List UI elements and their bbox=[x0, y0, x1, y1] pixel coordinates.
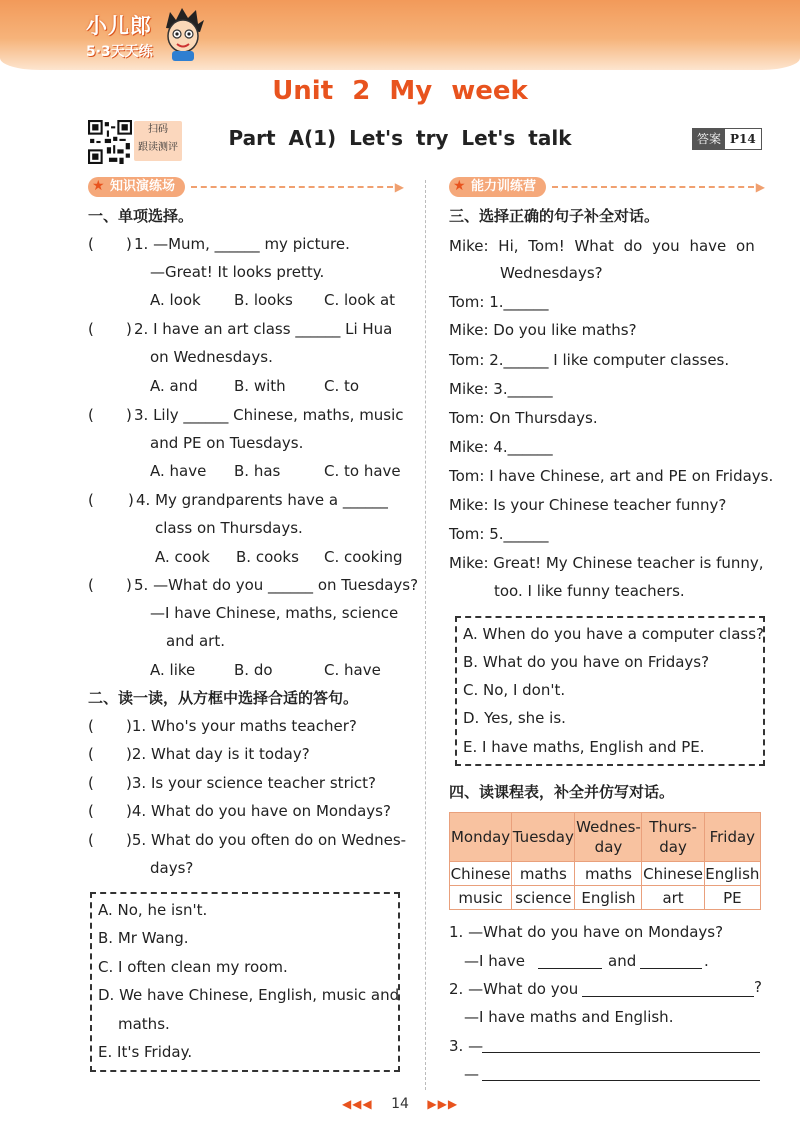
part4-heading: 四、读课程表，补全并仿写对话。 bbox=[449, 783, 675, 801]
option-c[interactable]: C. to have bbox=[324, 462, 401, 480]
part2-item: )2. What day is it today? bbox=[126, 745, 310, 763]
dialog-line: too. I like funny teachers. bbox=[494, 582, 685, 600]
star-icon: ★ bbox=[92, 178, 105, 194]
choice-a: A. No, he isn't. bbox=[98, 901, 208, 919]
option-b[interactable]: B. cooks bbox=[236, 548, 299, 566]
arrow-right-icon: ▶ bbox=[755, 180, 765, 194]
choice-d-continuation: maths. bbox=[118, 1015, 170, 1033]
part2-item: )1. Who's your maths teacher? bbox=[126, 717, 357, 735]
answer-paren[interactable]: ( bbox=[88, 831, 94, 849]
page-number: 14 bbox=[391, 1096, 409, 1112]
answer-paren-close: ) bbox=[128, 491, 134, 509]
timetable-header: Thurs- day bbox=[642, 813, 704, 862]
option-a[interactable]: A. and bbox=[150, 377, 198, 395]
option-b[interactable]: B. has bbox=[234, 462, 281, 480]
timetable-cell: music bbox=[450, 886, 512, 910]
page-footer bbox=[0, 1096, 800, 1112]
option-a[interactable]: A. have bbox=[150, 462, 207, 480]
dialog-line: Mike: Great! My Chinese teacher is funny, bbox=[449, 554, 764, 572]
dialog-line[interactable]: Tom: 1.______ bbox=[449, 293, 549, 311]
dialog-line[interactable]: Mike: 4.______ bbox=[449, 438, 553, 456]
star-icon: ★ bbox=[453, 178, 466, 194]
question-mark: ? bbox=[754, 978, 762, 996]
answer-blank[interactable] bbox=[482, 1080, 760, 1081]
part2-item-text: 1. Who's your maths teacher? bbox=[131, 717, 357, 735]
timetable-header: Monday bbox=[450, 813, 512, 862]
answer-blank[interactable] bbox=[538, 968, 602, 969]
answer-paren-close: ) bbox=[126, 235, 132, 253]
timetable-cell: English bbox=[575, 886, 642, 910]
answer-blank[interactable] bbox=[582, 996, 754, 997]
unit-title: Unit 2 My week bbox=[272, 76, 528, 106]
choice-e: E. It's Friday. bbox=[98, 1043, 193, 1061]
qr-label-line1: 扫码 bbox=[148, 124, 168, 135]
answer-paren-close: ) bbox=[126, 406, 132, 424]
left-section-badge-text: 知识演练场 bbox=[110, 179, 176, 194]
answer-page: P14 bbox=[730, 132, 756, 146]
dashed-divider bbox=[191, 186, 393, 188]
arrow-right-icon: ▶ bbox=[394, 180, 404, 194]
answer-page-tag bbox=[692, 128, 762, 150]
question-2-line1: 2. I have an art class ______ Li Hua bbox=[134, 320, 393, 338]
choice-b: B. Mr Wang. bbox=[98, 929, 189, 947]
timetable-cell: Chinese bbox=[642, 862, 704, 886]
choice-d: D. We have Chinese, English, music and bbox=[98, 986, 400, 1004]
timetable-cell: PE bbox=[704, 886, 760, 910]
timetable-cell: English bbox=[704, 862, 760, 886]
part3-heading: 三、选择正确的句子补全对话。 bbox=[449, 207, 660, 225]
practice-line-3: 3. — bbox=[449, 1037, 484, 1055]
timetable-row bbox=[450, 886, 761, 910]
timetable-row bbox=[450, 862, 761, 886]
right-section-header bbox=[449, 176, 765, 198]
sentence-choice-e: E. I have maths, English and PE. bbox=[463, 738, 705, 756]
option-a[interactable]: A. like bbox=[150, 661, 196, 679]
answer-paren-open[interactable]: ( bbox=[88, 235, 94, 253]
part2-item-continuation: days? bbox=[150, 859, 194, 877]
qr-label-line2: 跟读测评 bbox=[138, 142, 178, 153]
part2-item-text: 3. Is your science teacher strict? bbox=[131, 774, 376, 792]
question-3-line1: 3. Lily ______ Chinese, maths, music bbox=[134, 406, 404, 424]
dialog-line: Tom: On Thursdays. bbox=[449, 409, 598, 427]
sentence-choice-d: D. Yes, she is. bbox=[463, 709, 566, 727]
timetable-header: Friday bbox=[704, 813, 760, 862]
sentence-choice-a: A. When do you have a computer class? bbox=[463, 625, 765, 643]
timetable-cell: science bbox=[512, 886, 575, 910]
question-2-line2: on Wednesdays. bbox=[150, 348, 273, 366]
right-section-badge-text: 能力训练营 bbox=[471, 179, 537, 194]
dialog-line[interactable]: Mike: 3.______ bbox=[449, 380, 553, 398]
dialog-line: Tom: I have Chinese, art and PE on Fridays. bbox=[449, 467, 774, 485]
timetable bbox=[449, 812, 761, 910]
question-1-line1: 1. —Mum, ______ my picture. bbox=[134, 235, 350, 253]
dialog-line[interactable]: Tom: 5.______ bbox=[449, 525, 549, 543]
answer-paren[interactable]: ( bbox=[88, 745, 94, 763]
part2-item-text: 2. What day is it today? bbox=[131, 745, 310, 763]
part1-heading: 一、单项选择。 bbox=[88, 207, 194, 225]
timetable-cell: art bbox=[642, 886, 704, 910]
part-title: Part A(1) Let's try Let's talk bbox=[228, 126, 572, 150]
answer-paren-close: ) bbox=[126, 320, 132, 338]
part2-item: )5. What do you often do on Wednes- bbox=[126, 831, 407, 849]
mascot-icon bbox=[158, 6, 208, 62]
dialog-line: Mike: Is your Chinese teacher funny? bbox=[449, 496, 727, 514]
choice-c: C. I often clean my room. bbox=[98, 958, 288, 976]
right-section-badge bbox=[449, 177, 546, 197]
option-c[interactable]: C. cooking bbox=[324, 548, 403, 566]
question-5-line1: 5. —What do you ______ on Tuesdays? bbox=[134, 576, 419, 594]
dialog-line: Wednesdays? bbox=[500, 264, 603, 282]
dialog-line[interactable]: Tom: 2.______ I like computer classes. bbox=[449, 351, 730, 369]
option-a[interactable]: A. cook bbox=[155, 548, 210, 566]
option-c[interactable]: C. to bbox=[324, 377, 360, 395]
column-divider bbox=[425, 180, 426, 1090]
answer-paren-open[interactable]: ( bbox=[88, 576, 94, 594]
practice-and: and bbox=[608, 952, 637, 970]
question-4-line1: 4. My grandparents have a ______ bbox=[136, 491, 388, 509]
answer-paren[interactable]: ( bbox=[88, 802, 94, 820]
left-section-badge bbox=[88, 177, 185, 197]
left-section-header bbox=[88, 176, 404, 198]
practice-line-1: 1. —What do you have on Mondays? bbox=[449, 923, 724, 941]
answer-blank[interactable] bbox=[482, 1052, 760, 1053]
period: . bbox=[704, 952, 709, 970]
answer-paren[interactable]: ( bbox=[88, 774, 94, 792]
answer-paren-open[interactable]: ( bbox=[88, 491, 94, 509]
right-arrows-icon: ▶▶▶ bbox=[427, 1097, 459, 1111]
option-a[interactable]: A. look bbox=[150, 291, 201, 309]
sentence-choice-c: C. No, I don't. bbox=[463, 681, 566, 699]
brand-logo: 小儿郎 bbox=[86, 14, 152, 38]
sentence-choice-b: B. What do you have on Fridays? bbox=[463, 653, 710, 671]
question-5-line3: and art. bbox=[166, 632, 225, 650]
option-b[interactable]: B. do bbox=[234, 661, 273, 679]
question-1-line2: —Great! It looks pretty. bbox=[150, 263, 325, 281]
timetable-cell: maths bbox=[575, 862, 642, 886]
left-arrows-icon: ◀◀◀ bbox=[341, 1097, 373, 1111]
practice-line-3-answer: — bbox=[464, 1065, 479, 1083]
dialog-line: Mike: Do you like maths? bbox=[449, 321, 637, 339]
part2-item: )4. What do you have on Mondays? bbox=[126, 802, 391, 820]
timetable-cell: maths bbox=[512, 862, 575, 886]
question-4-line2: class on Thursdays. bbox=[155, 519, 303, 537]
answer-paren-open[interactable]: ( bbox=[88, 320, 94, 338]
practice-line-2: 2. —What do you bbox=[449, 980, 579, 998]
part2-item: )3. Is your science teacher strict? bbox=[126, 774, 376, 792]
practice-line-2-answer: —I have maths and English. bbox=[464, 1008, 674, 1026]
dashed-divider bbox=[552, 186, 754, 188]
answer-paren-close: ) bbox=[126, 576, 132, 594]
question-5-line2: —I have Chinese, maths, science bbox=[150, 604, 399, 622]
timetable-header: Tuesday bbox=[512, 813, 575, 862]
practice-line-1-answer: —I have bbox=[464, 952, 525, 970]
answer-paren[interactable]: ( bbox=[88, 717, 94, 735]
answer-paren-open[interactable]: ( bbox=[88, 406, 94, 424]
answer-label: 答案 bbox=[693, 129, 725, 149]
question-3-line2: and PE on Tuesdays. bbox=[150, 434, 304, 452]
timetable-header-row bbox=[450, 813, 761, 862]
option-b[interactable]: B. looks bbox=[234, 291, 293, 309]
option-b[interactable]: B. with bbox=[234, 377, 286, 395]
timetable-header: Wednes- day bbox=[575, 813, 642, 862]
dialog-line: Mike: Hi, Tom! What do you have on bbox=[449, 237, 755, 255]
option-c[interactable]: C. have bbox=[324, 661, 381, 679]
part2-heading: 二、读一读，从方框中选择合适的答句。 bbox=[88, 689, 359, 707]
series-name: 5·3天天练 bbox=[86, 44, 153, 60]
timetable-cell: Chinese bbox=[450, 862, 512, 886]
part2-item-text: 5. What do you often do on Wednes- bbox=[131, 831, 407, 849]
option-c[interactable]: C. look at bbox=[324, 291, 396, 309]
answer-blank[interactable] bbox=[640, 968, 702, 969]
part2-item-text: 4. What do you have on Mondays? bbox=[131, 802, 391, 820]
